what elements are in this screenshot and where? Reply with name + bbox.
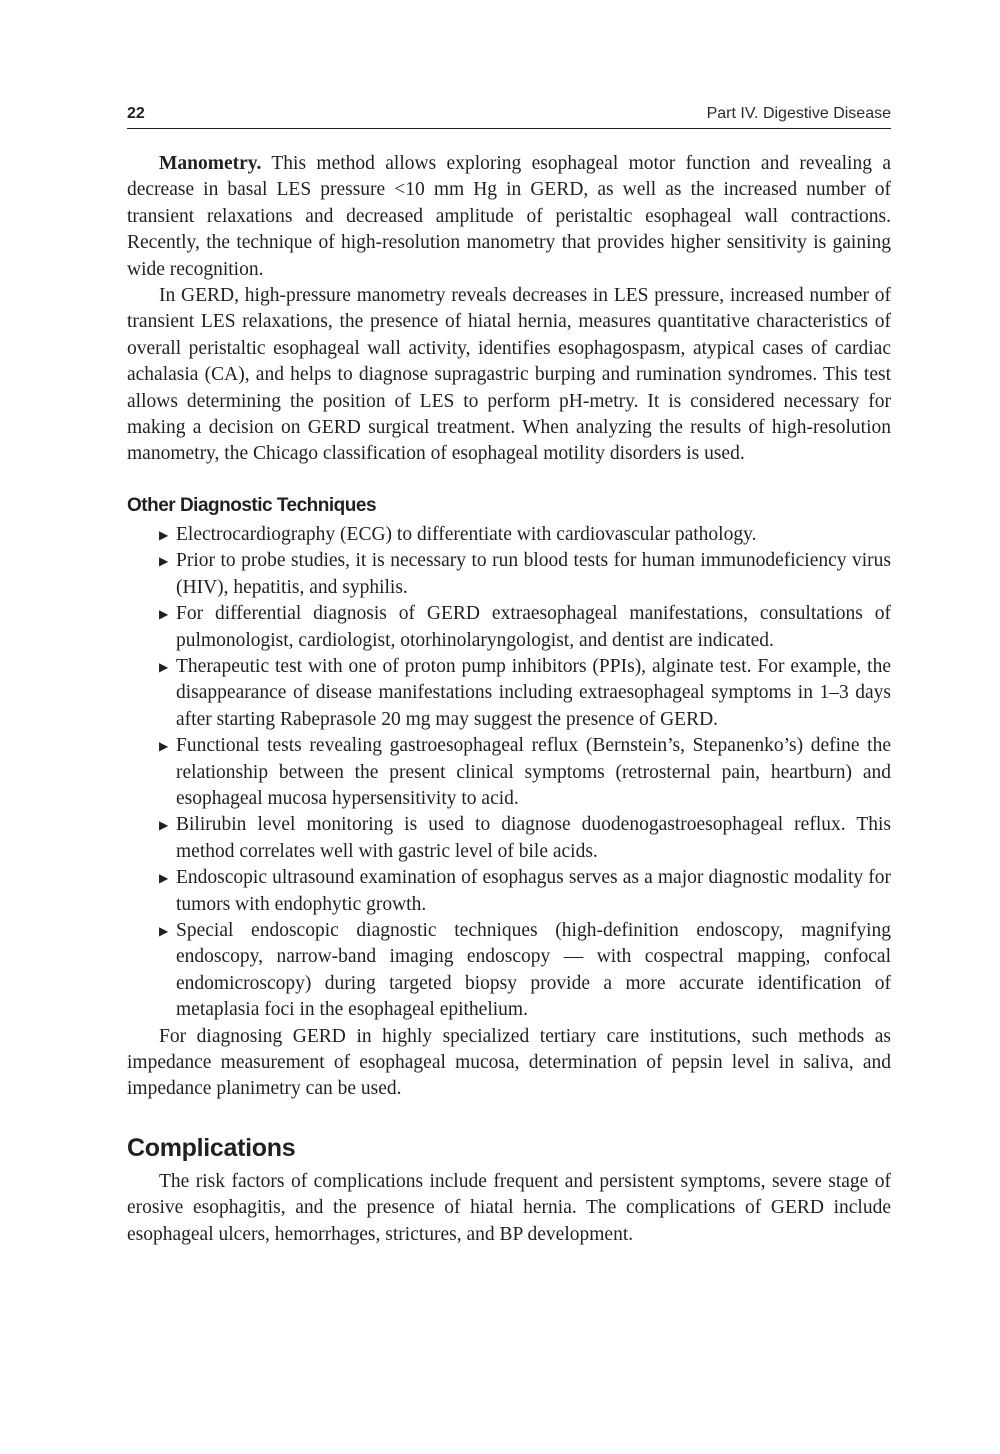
- list-item: [127, 733, 891, 812]
- list-item-text: Endoscopic ultrasound examination of esophagus serves as a major diagnostic modality for tumors with endophytic growth.: [176, 867, 891, 915]
- list-item: [127, 654, 891, 733]
- triangle-right-icon: ▶: [159, 527, 169, 542]
- complications-heading: Complications: [127, 1133, 296, 1162]
- triangle-right-icon: ▶: [159, 659, 169, 674]
- manometry-paragraph-2: In GERD, high-pressure manometry reveals decreases in LES pressure, increased number of transient LES relaxations, the presence of hiatal hernia, measures quantitative characteristics of overall peristaltic esophageal wall activity, identifies esophagospasm, atypical cases of cardiac achalasia (CA), and helps to diagnose supragastric burping and rumination syndromes. This test allows determining the position of LES to perform pH-metry. It is considered necessary for making a decision on GERD surgical treatment. When analyzing the results of high-resolution manometry, the Chicago classification of esophageal motility disorders is used.: [127, 285, 891, 465]
- tertiary-care-paragraph: For diagnosing GERD in highly specialized tertiary care institutions, such methods as impedance measurement of esophageal mucosa, determination of pepsin level in saliva, and impedance planimetry can be used.: [127, 1025, 891, 1100]
- list-item-text: For differential diagnosis of GERD extraesophageal manifestations, consultations of pulmonologist, cardiologist, otorhinolaryngologist, and dentist are indicated.: [176, 603, 891, 651]
- triangle-right-icon: ▶: [159, 818, 169, 833]
- book-page: [127, 104, 891, 1248]
- list-item: [127, 918, 891, 1024]
- manometry-paragraph-1-text: This method allows exploring esophageal motor function and revealing a decrease in basal LES pressure <10 mm Hg in GERD, as well as the increased number of transient relaxations and decreased amplitude of peristaltic esophageal wall contractions. Recently, the technique of high-resolution manometry that provides higher sensitivity is gaining wide recognition.: [127, 153, 891, 280]
- list-item-text: Therapeutic test with one of proton pump inhibitors (PPIs), alginate test. For example, the disappearance of disease manifestations including extraesophageal symptoms in 1–3 days after starting Rabeprasole 20 mg may suggest the presence of GERD.: [176, 655, 891, 730]
- triangle-right-icon: ▶: [159, 923, 169, 938]
- diagnostic-techniques-list: [127, 522, 891, 1024]
- list-item-text: Electrocardiography (ECG) to differentiate with cardiovascular pathology.: [176, 523, 757, 545]
- triangle-right-icon: ▶: [159, 554, 169, 569]
- list-item-text: Prior to probe studies, it is necessary to run blood tests for human immunodeficiency virus (HIV), hepatitis, and syphilis.: [176, 550, 891, 598]
- other-techniques-heading: Other Diagnostic Techniques: [127, 494, 377, 516]
- list-item: [127, 522, 891, 548]
- list-item: [127, 812, 891, 865]
- list-item-text: Bilirubin level monitoring is used to diagnose duodenogastroesophageal reflux. This method correlates well with gastric level of bile acids.: [176, 814, 891, 862]
- list-item: [127, 601, 891, 654]
- list-item: [127, 548, 891, 601]
- complications-paragraph: The risk factors of complications include frequent and persistent symptoms, severe stage of erosive esophagitis, and the presence of hiatal hernia. The complications of GERD include esophageal ulcers, hemorrhages, strictures, and BP development.: [127, 1170, 891, 1245]
- manometry-lead-term: Manometry.: [159, 153, 262, 174]
- manometry-paragraph-1: [127, 151, 891, 283]
- list-item-text: Special endoscopic diagnostic techniques (high-definition endoscopy, magnifying endoscopy, narrow-band imaging endoscopy — with cospectral mapping, confocal endomicroscopy) during targeted biopsy provide a more accurate identification of metaplasia foci in the esophageal epithelium.: [176, 919, 891, 1021]
- list-item-text: Functional tests revealing gastroesophageal reflux (Bernstein’s, Stepanenko’s) define the relationship between the present clinical symptoms (retrosternal pain, heartburn) and esophageal mucosa hypersensitivity to acid.: [176, 735, 891, 809]
- triangle-right-icon: ▶: [159, 739, 169, 754]
- running-header: [127, 104, 891, 129]
- list-item: [127, 865, 891, 918]
- page-number: 22: [127, 105, 145, 122]
- triangle-right-icon: ▶: [159, 871, 169, 886]
- triangle-right-icon: ▶: [159, 607, 169, 622]
- running-title: Part IV. Digestive Disease: [706, 105, 891, 122]
